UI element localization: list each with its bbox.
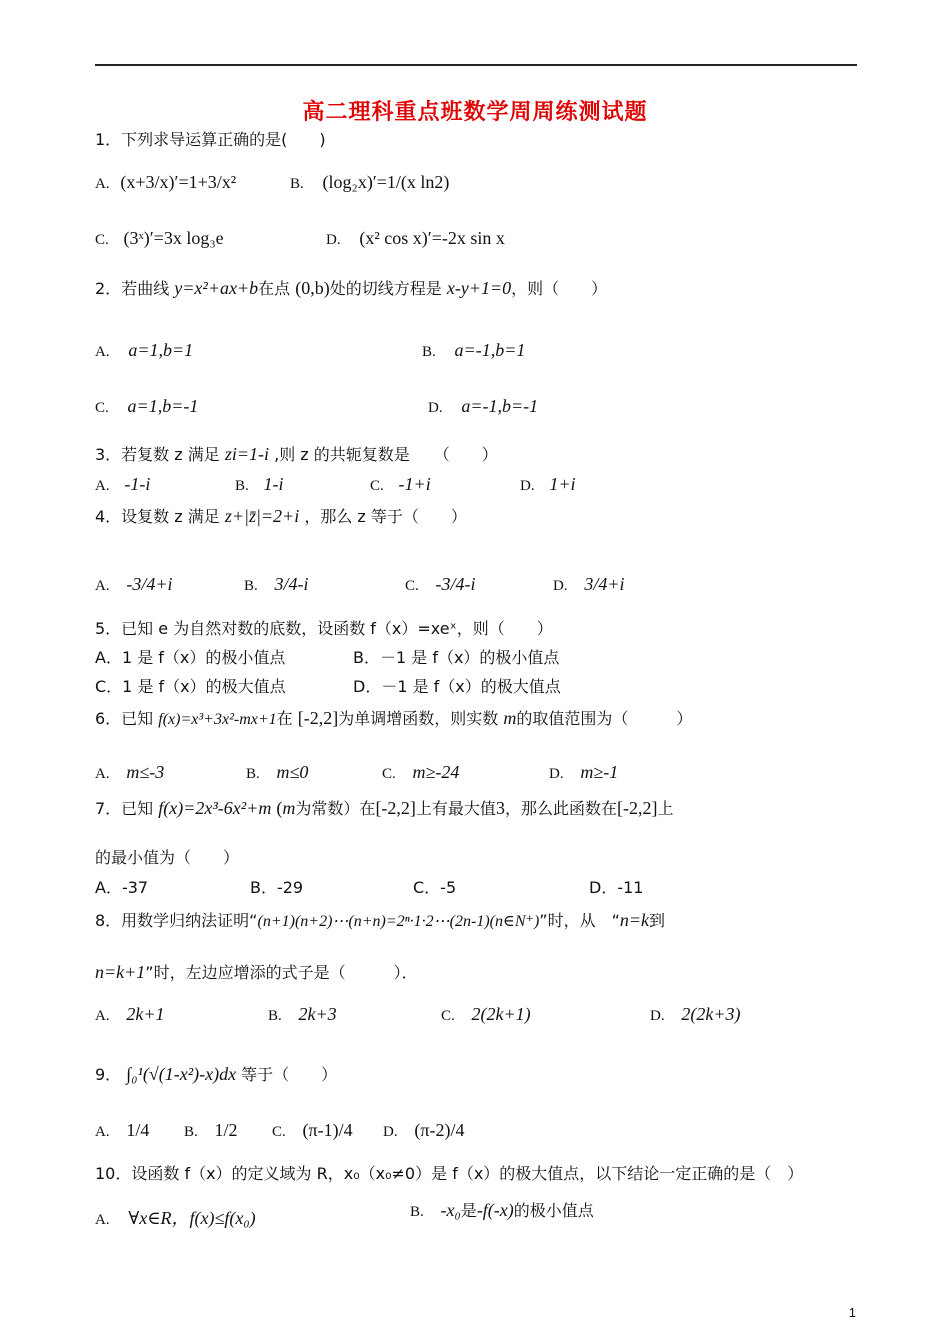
q2-option-a	[95, 340, 193, 361]
q3-option-b	[235, 474, 284, 495]
math-expression: y=x²+ax+b	[174, 278, 259, 298]
math-expression: m≤-3	[126, 762, 165, 782]
q10-option-b	[410, 1198, 594, 1221]
question-5-stem: 5．已知 e 为自然对数的底数，设函数 f（x）=xeˣ，则（ ）	[95, 619, 553, 638]
option-label: A.	[95, 478, 110, 494]
stem-text: ，那么 z 等于（ ）	[304, 507, 467, 526]
q9-option-d	[383, 1120, 464, 1141]
question-8-stem	[95, 910, 665, 932]
math-expression: a=1,b=-1	[127, 396, 199, 416]
math-expression: 3/4+i	[584, 574, 625, 594]
q9-option-a	[95, 1120, 149, 1141]
math-expression: a=-1,b=1	[454, 340, 526, 360]
math-expression: (x+3/x)′=1+3/x²	[120, 172, 237, 192]
q1-option-c	[95, 228, 224, 249]
q7-option-c: C．-5	[413, 878, 457, 897]
option-label: C.	[405, 578, 419, 594]
option-label: B.	[268, 1008, 282, 1024]
q7-option-d: D．-11	[589, 878, 644, 897]
stem-text: 的极小值点	[513, 1201, 594, 1220]
math-expression: 3/4-i	[274, 574, 309, 594]
math-expression: -1-i	[124, 474, 151, 494]
math-expression: -x₀	[440, 1200, 461, 1220]
math-expression: 2k+3	[298, 1004, 337, 1024]
q9-option-c	[272, 1120, 353, 1141]
option-label: C.	[272, 1124, 286, 1140]
stem-text: 4．设复数 z 满足	[95, 507, 220, 526]
stem-text: 等于（ ）	[241, 1065, 338, 1084]
option-label: D.	[520, 478, 535, 494]
option-label: A.	[95, 766, 110, 782]
stem-text: ，那么此函数在	[504, 799, 617, 818]
option-label: A.	[95, 176, 110, 192]
question-number: 9．	[95, 1065, 122, 1084]
math-expression: 1-i	[263, 474, 284, 494]
q6-option-b	[246, 762, 308, 783]
math-expression: z+|z̄|=2+i	[224, 506, 300, 526]
math-expression: 1/2	[214, 1120, 238, 1140]
option-label: A.	[95, 344, 110, 360]
stem-text: 3．若复数 z 满足	[95, 445, 220, 464]
option-label: B.	[290, 176, 304, 192]
math-expression: -3/4+i	[126, 574, 173, 594]
q6-option-d	[549, 762, 618, 783]
q8-option-d	[650, 1004, 741, 1025]
question-4-stem	[95, 506, 467, 527]
stem-text: 到	[649, 911, 666, 930]
question-8-stem-cont	[95, 962, 418, 983]
q1-option-a	[95, 172, 236, 193]
option-label: A.	[95, 1212, 110, 1228]
q2-option-d	[428, 396, 538, 417]
math-expression: (n+1)(n+2)⋯(n+n)=2ⁿ·1·2⋯(2n-1)(n∈N⁺)	[257, 913, 540, 930]
stem-text: 上有最大值	[415, 799, 496, 818]
math-expression: n=k+1	[95, 962, 146, 982]
option-label: C.	[441, 1008, 455, 1024]
q10-option-a	[95, 1204, 256, 1230]
option-label: B.	[244, 578, 258, 594]
option-label: D.	[326, 232, 341, 248]
math-expression: 3	[495, 798, 505, 818]
header-rule	[95, 64, 857, 66]
math-expression: (π-2)/4	[414, 1120, 465, 1140]
stem-text: 为常数）在	[295, 799, 376, 818]
math-expression: 2(2k+1)	[471, 1004, 531, 1024]
option-label: B.	[184, 1124, 198, 1140]
q9-option-b	[184, 1120, 238, 1141]
stem-text: ”时，左边应增添的式子是（ ）．	[145, 963, 418, 982]
math-expression: m≤0	[276, 762, 309, 782]
question-3-stem	[95, 444, 498, 465]
stem-text: 是	[460, 1201, 477, 1220]
math-expression: f(x)=x³+3x²-mx+1	[158, 711, 277, 728]
question-6-stem	[95, 708, 692, 730]
stem-text: 为单调增函数，则实数	[338, 709, 499, 728]
option-label: D.	[549, 766, 564, 782]
option-label: C.	[382, 766, 396, 782]
math-expression: n=k	[619, 910, 650, 930]
stem-text: ，则（ ）	[511, 279, 608, 298]
math-expression: (log₂x)′=1/(x ln2)	[322, 172, 450, 192]
option-label: A.	[95, 1008, 110, 1024]
q2-option-c	[95, 396, 198, 417]
stem-text: 若曲线	[121, 279, 170, 298]
question-7-stem	[95, 798, 673, 819]
q5-option-b: B．－1 是 f（x）的极小值点	[353, 648, 560, 667]
math-expression: f(x)=2x³-6x²+m	[158, 798, 272, 818]
math-expression: -3/4-i	[435, 574, 476, 594]
option-label: C.	[370, 478, 384, 494]
q8-option-b	[268, 1004, 337, 1025]
math-expression: m	[282, 798, 296, 818]
stem-text: 处的切线方程是	[329, 279, 442, 298]
option-label: D.	[553, 578, 568, 594]
math-expression: x-y+1=0	[446, 278, 512, 298]
math-expression: a=-1,b=-1	[461, 396, 539, 416]
option-label: D.	[650, 1008, 665, 1024]
question-number: 2．	[95, 279, 122, 298]
q7-option-b: B．-29	[250, 878, 304, 897]
math-expression: (π-1)/4	[302, 1120, 353, 1140]
question-2-stem	[95, 278, 607, 299]
math-expression: ∫₀¹(√(1-x²)-x)dx	[126, 1064, 237, 1084]
stem-text: ,则 z 的共轭复数是 （ ）	[274, 445, 498, 464]
option-label: A.	[95, 1124, 110, 1140]
stem-text: 7．已知	[95, 799, 154, 818]
q3-option-d	[520, 474, 576, 495]
stem-text: 8．用数学归纳法证明“	[95, 911, 258, 930]
option-label: B.	[246, 766, 260, 782]
option-label: C.	[95, 232, 109, 248]
question-10-stem: 10．设函数 f（x）的定义域为 R，x₀（x₀≠0）是 f（x）的极大值点，以下结论一定正确的是（ ）	[95, 1164, 804, 1183]
math-expression: (x² cos x)′=-2x sin x	[359, 228, 505, 248]
q2-option-b	[422, 340, 525, 361]
option-label: B.	[410, 1204, 424, 1220]
math-expression: (0,b)	[295, 278, 330, 298]
math-expression: m≥-1	[580, 762, 619, 782]
math-expression: 2(2k+3)	[681, 1004, 741, 1024]
math-expression: 1/4	[126, 1120, 150, 1140]
math-expression: [-2,2]	[616, 798, 658, 818]
q8-option-a	[95, 1004, 165, 1025]
question-7-stem-cont: 的最小值为（ ）	[95, 848, 240, 867]
option-label: B.	[422, 344, 436, 360]
math-expression: zi=1-i	[224, 444, 270, 464]
q5-option-d: D．－1 是 f（x）的极大值点	[353, 677, 561, 696]
stem-text: 上	[657, 799, 674, 818]
math-expression: 2k+1	[126, 1004, 165, 1024]
math-expression: 1+i	[549, 474, 576, 494]
q4-option-b	[244, 574, 309, 595]
math-expression: [-2,2]	[297, 708, 339, 728]
math-expression: a=1,b=1	[128, 340, 194, 360]
stem-text: 在	[276, 709, 293, 728]
option-label: A.	[95, 578, 110, 594]
math-expression: ∀x∈R，f(x)≤f(x₀)	[128, 1208, 256, 1228]
question-1-stem: 1．下列求导运算正确的是( )	[95, 130, 326, 149]
q4-option-a	[95, 574, 173, 595]
q7-option-a: A．-37	[95, 878, 149, 897]
q8-option-c	[441, 1004, 531, 1025]
stem-text: 在点	[258, 279, 291, 298]
math-expression: [-2,2]	[375, 798, 416, 818]
q4-option-d	[553, 574, 625, 595]
option-label: D.	[383, 1124, 398, 1140]
math-expression: m	[503, 708, 517, 728]
q1-option-b	[290, 172, 449, 193]
q6-option-a	[95, 762, 164, 783]
option-label: D.	[428, 400, 443, 416]
page-title: 高二理科重点班数学周周练测试题	[302, 100, 648, 125]
option-label: B.	[235, 478, 249, 494]
q3-option-c	[370, 474, 431, 495]
q1-option-d	[326, 228, 505, 249]
stem-text: ”时，从 “	[539, 911, 620, 930]
math-expression: -f(-x)	[476, 1200, 514, 1220]
q6-option-c	[382, 762, 459, 783]
q3-option-a	[95, 474, 150, 495]
math-expression: -1+i	[398, 474, 431, 494]
q5-option-c: C．1 是 f（x）的极大值点	[95, 677, 286, 696]
stem-text: 6．已知	[95, 709, 154, 728]
math-expression: m≥-24	[412, 762, 460, 782]
stem-text: 的取值范围为（ ）	[516, 709, 693, 728]
q5-option-a: A．1 是 f（x）的极小值点	[95, 648, 286, 667]
q4-option-c	[405, 574, 476, 595]
page-number: 1	[848, 1305, 856, 1320]
math-expression: (	[276, 798, 283, 818]
option-label: C.	[95, 400, 109, 416]
question-9-stem	[95, 1064, 337, 1085]
math-expression: (3ˣ)′=3x log₃e	[123, 228, 224, 248]
